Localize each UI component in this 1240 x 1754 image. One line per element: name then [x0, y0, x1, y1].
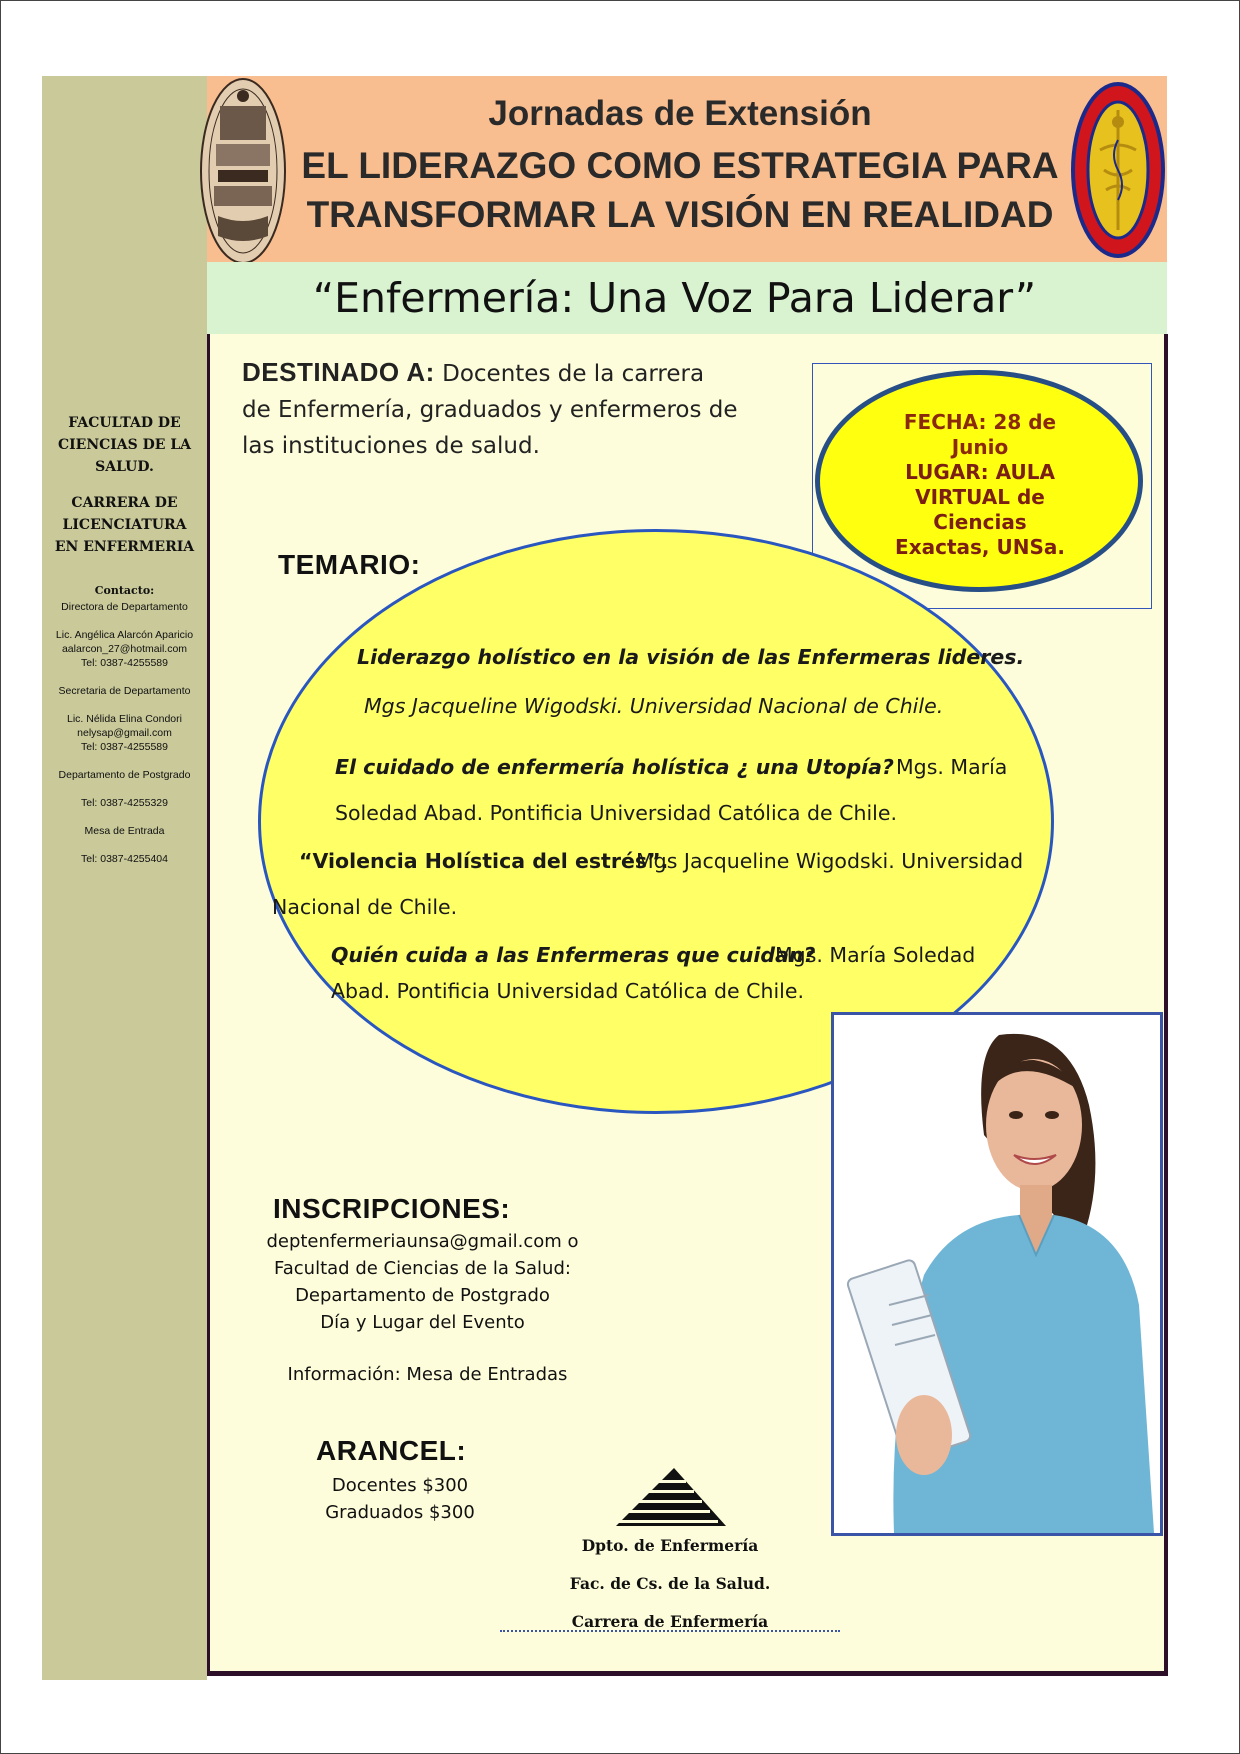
temario-item-4-author-cont: Abad. Pontificia Universidad Católica de Chile. — [331, 979, 805, 1003]
temario-item-3-author: Mgs Jacqueline Wigodski. Universidad — [636, 849, 1024, 873]
left-sidebar — [42, 76, 207, 1680]
contact-line: Lic. Angélica Alarcón Aparicio — [55, 629, 194, 641]
contact-phone: Tel: 0387-4255589 — [81, 657, 168, 669]
department-pyramid-logo — [614, 1466, 728, 1528]
inscripciones-info: Información: Mesa de Entradas — [287, 1364, 568, 1385]
contact-phone: Tel: 0387-4255589 — [81, 741, 168, 753]
header-line-1: Jornadas de Extensión — [488, 94, 872, 133]
contact-line: Mesa de Entrada — [84, 825, 165, 837]
temario-item-3-title: “Violencia Holística del estrés”. — [299, 849, 669, 873]
inscripciones-line: Día y Lugar del Evento — [320, 1312, 525, 1333]
temario-item-3-author-cont: Nacional de Chile. — [272, 895, 458, 919]
temario-item-1-title: Liderazgo holístico en la visión de las Enfermeras lideres. — [357, 645, 1025, 669]
place-line: Ciencias — [933, 510, 1027, 534]
contact-line: Secretaria de Departamento — [58, 685, 191, 697]
temario-item-2-author: Mgs. María — [896, 755, 1008, 779]
nurse-illustration — [834, 1015, 1160, 1533]
temario-item-2-author-cont: Soledad Abad. Pontificia Universidad Católica de Chile. — [335, 801, 897, 825]
event-subtitle: “Enfermería: Una Voz Para Liderar” — [312, 274, 1037, 322]
contact-line: Departamento de Postgrado — [58, 769, 191, 781]
footer-faculty: Fac. de Cs. de la Salud. — [569, 1574, 771, 1593]
contact-line: Directora de Departamento — [61, 601, 188, 613]
arancel-title: ARANCEL: — [316, 1435, 467, 1466]
footer-career: Carrera de Enfermería — [571, 1612, 769, 1631]
footer-dotted-rule — [500, 1630, 840, 1632]
destinado-label: DESTINADO A: — [242, 357, 435, 387]
contact-line: Lic. Nélida Elina Condori — [67, 713, 182, 725]
temario-item-4-author: Mgs. María Soledad — [775, 943, 976, 967]
contact-title: Contacto: — [94, 584, 155, 597]
place-line: Exactas, UNSa. — [895, 535, 1065, 559]
date-place-text — [850, 410, 1110, 560]
sidebar-contacts — [42, 584, 207, 866]
header-line-2: EL LIDERAZGO COMO ESTRATEGIA PARA — [301, 145, 1059, 186]
arancel-graduados: Graduados $300 — [325, 1502, 475, 1523]
inscripciones-line: Departamento de Postgrado — [295, 1285, 550, 1306]
header-line-3: TRANSFORMAR LA VISIÓN EN REALIDAD — [306, 194, 1054, 235]
place-line: LUGAR: AULA — [905, 460, 1055, 484]
inscripciones-title: INSCRIPCIONES: — [273, 1193, 511, 1224]
date-line: FECHA: 28 de — [903, 410, 1057, 434]
destinado-section: DESTINADO A: Docentes de la carrera de Enfermería, graduados y enfermeros de las instituciones de salud. — [242, 357, 738, 459]
temario-title: TEMARIO: — [278, 549, 421, 580]
contact-phone: Tel: 0387-4255404 — [81, 853, 168, 865]
date-line: Junio — [951, 435, 1009, 459]
sidebar-faculty: FACULTAD DE CIENCIAS DE LA SALUD. — [57, 415, 192, 475]
contact-email[interactable]: nelysap@gmail.com — [77, 727, 172, 739]
nurse-photo — [831, 1012, 1163, 1536]
temario-item-2-title: El cuidado de enfermería holística ¿ una Utopía? — [335, 755, 894, 779]
temario-item-4-title: Quién cuida a las Enfermeras que cuidan? — [331, 943, 816, 967]
temario-item-1-author: Mgs Jacqueline Wigodski. Universidad Nacional de Chile. — [364, 694, 944, 718]
contact-email[interactable]: aalarcon_27@hotmail.com — [61, 643, 188, 655]
inscripciones-email[interactable]: deptenfermeriaunsa@gmail.com o — [266, 1231, 579, 1252]
contact-phone: Tel: 0387-4255329 — [81, 797, 168, 809]
content-border — [207, 334, 210, 1676]
inscripciones-line: Facultad de Ciencias de la Salud: — [274, 1258, 571, 1279]
arancel-docentes: Docentes $300 — [331, 1475, 469, 1496]
sidebar-career: CARRERA DE LICENCIATURA EN ENFERMERIA — [54, 495, 195, 555]
place-line: VIRTUAL de — [915, 485, 1045, 509]
footer-department: Dpto. de Enfermería — [581, 1536, 759, 1555]
